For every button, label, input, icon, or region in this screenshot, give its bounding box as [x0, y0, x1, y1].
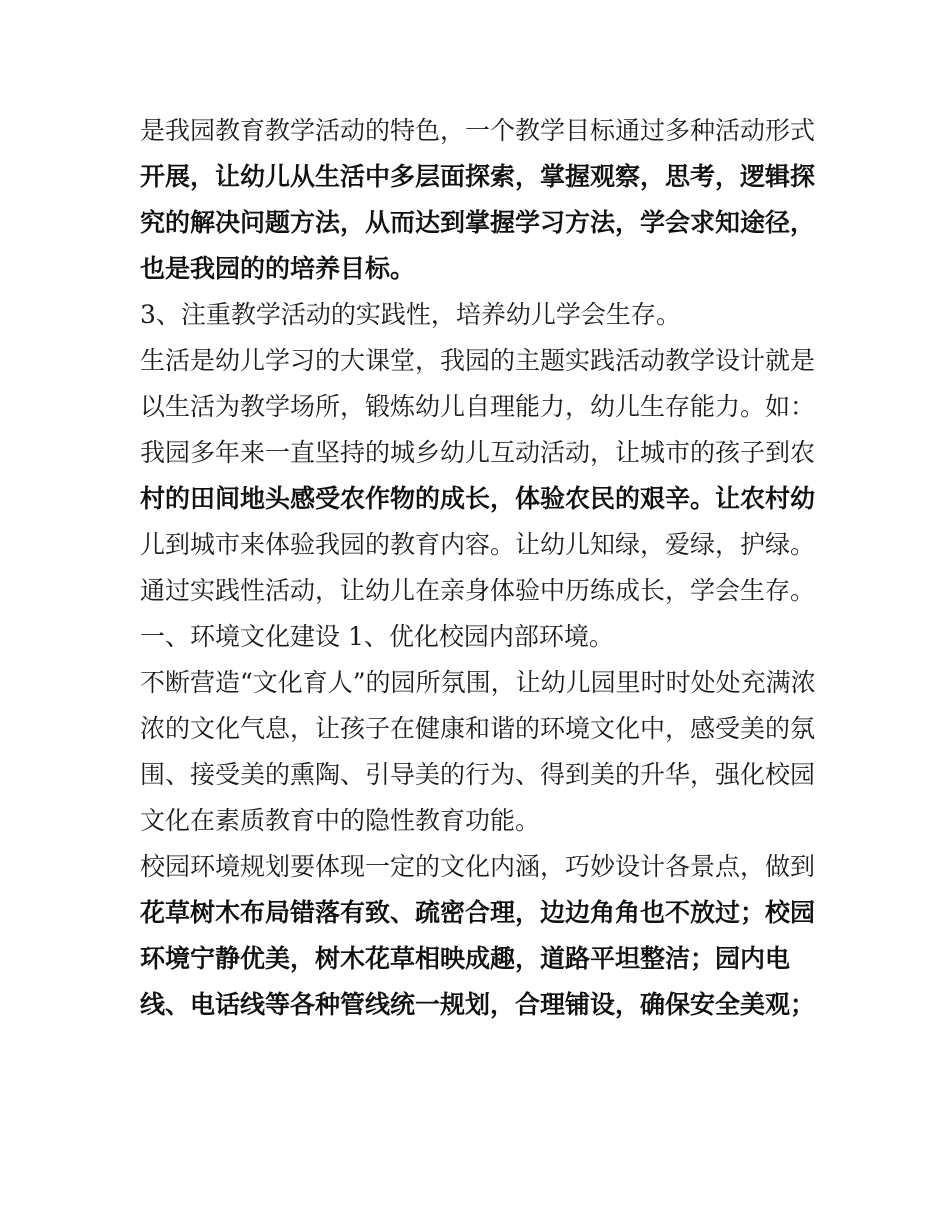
text-line: 村的田间地头感受农作物的成长，体验农民的艰辛。让农村幼	[140, 484, 816, 513]
text-line: 线、电话线等各种管线统一规划，合理铺设，确保安全美观；	[140, 990, 816, 1019]
text-line: 不断营造“文化育人”的园所氛围，让幼儿园里时时处处充满浓	[140, 668, 816, 697]
text-line: 环境宁静优美，树木花草相映成趣，道路平坦整洁；园内电	[140, 944, 791, 973]
text-line: 一、环境文化建设 1、优化校园内部环境。	[140, 622, 614, 651]
text-line: 浓的文化气息，让孩子在健康和谐的环境文化中，感受美的氛	[140, 714, 816, 743]
text-line: 开展，让幼儿从生活中多层面探索，掌握观察，思考，逻辑探	[140, 162, 816, 191]
text-line: 儿到城市来体验我园的教育内容。让幼儿知绿，爱绿，护绿。	[140, 530, 816, 559]
text-line: 围、接受美的熏陶、引导美的行为、得到美的升华，强化校园	[140, 760, 816, 789]
text-line: 花草树木布局错落有致、疏密合理，边边角角也不放过；校园	[140, 898, 816, 927]
text-line: 究的解决问题方法，从而达到掌握学习方法，学会求知途径，	[140, 208, 816, 237]
text-line: 我园多年来一直坚持的城乡幼儿互动活动，让城市的孩子到农	[140, 438, 816, 467]
text-line: 也是我园的的培养目标。	[140, 254, 416, 283]
text-line: 通过实践性活动，让幼儿在亲身体验中历练成长，学会生存。	[140, 576, 816, 605]
document-body	[140, 108, 820, 1028]
text-line: 是我园教育教学活动的特色，一个教学目标通过多种活动形式	[140, 116, 816, 145]
text-line: 以生活为教学场所，锻炼幼儿自理能力，幼儿生存能力。如：	[140, 392, 816, 421]
text-line: 校园环境规划要体现一定的文化内涵，巧妙设计各景点，做到	[140, 852, 816, 881]
text-line: 3、注重教学活动的实践性，培养幼儿学会生存。	[140, 300, 681, 329]
text-line: 文化在素质教育中的隐性教育功能。	[140, 806, 541, 835]
text-line: 生活是幼儿学习的大课堂，我园的主题实践活动教学设计就是	[140, 346, 816, 375]
